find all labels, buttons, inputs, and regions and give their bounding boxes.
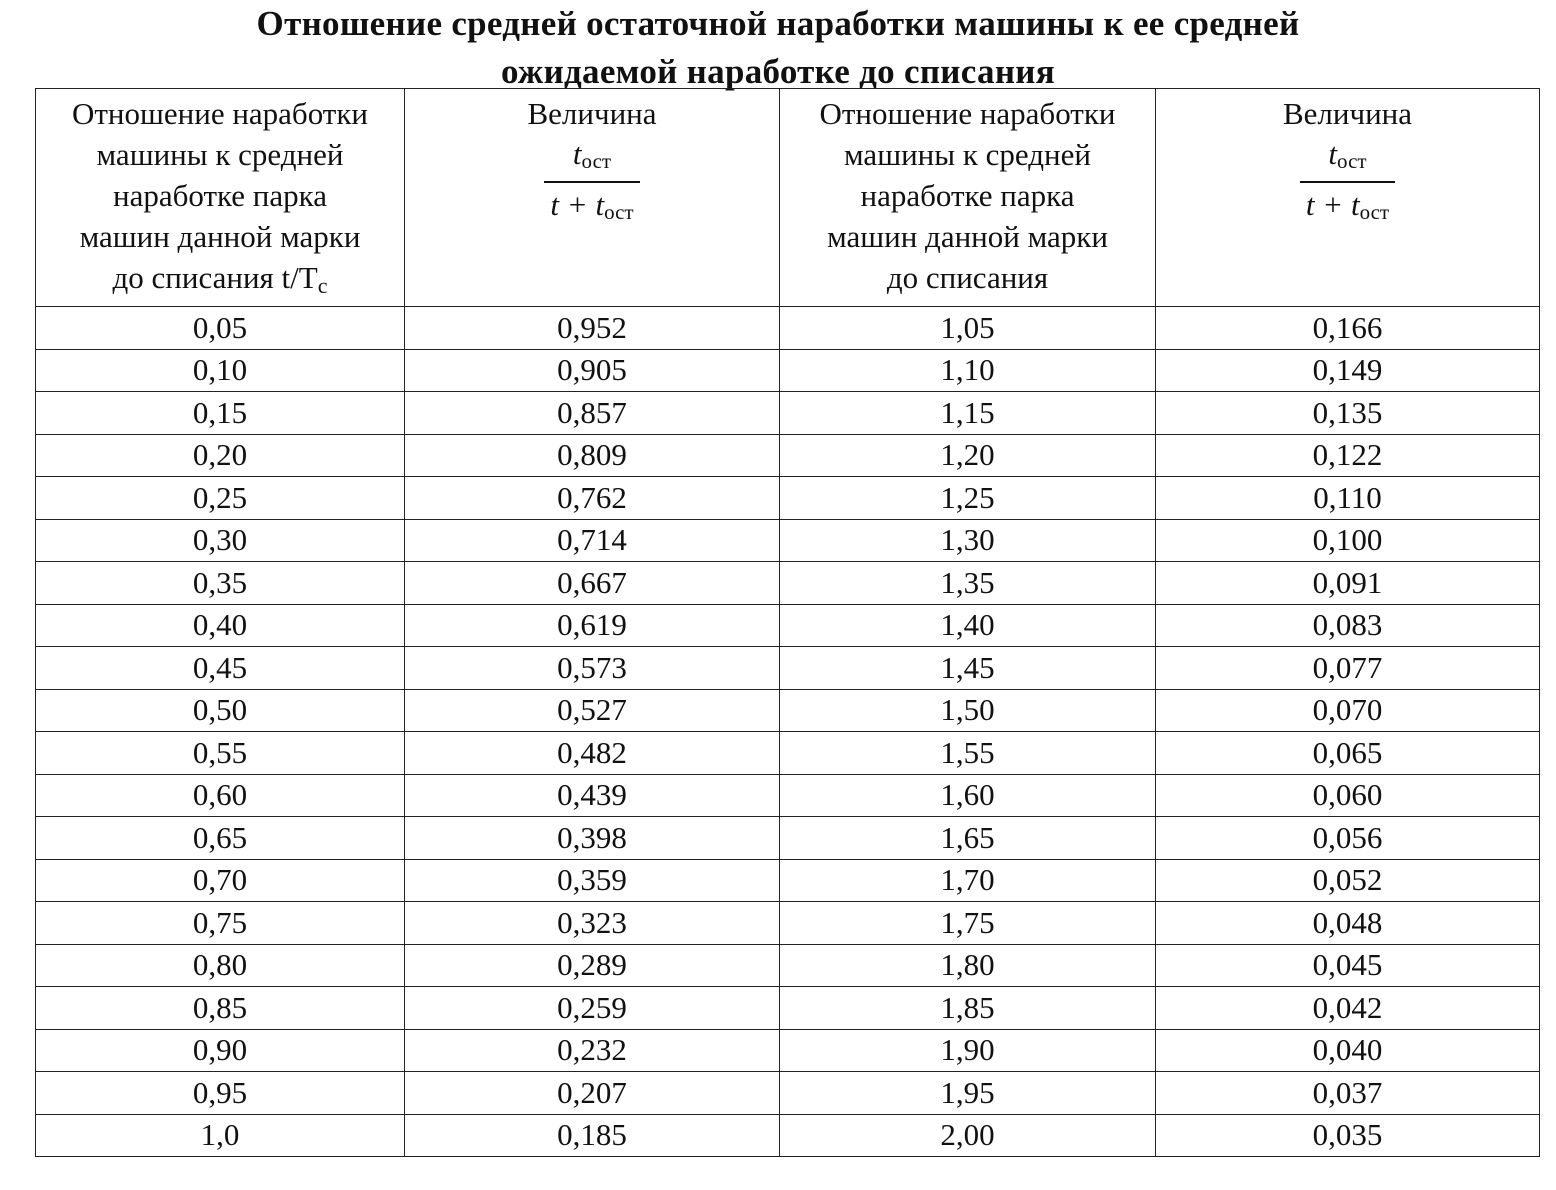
- value-1-cell: 0,259: [405, 987, 780, 1030]
- ratio-2-cell: 1,75: [780, 902, 1156, 945]
- value-2-cell: 0,052: [1156, 859, 1540, 902]
- value-1-cell: 0,857: [405, 392, 780, 435]
- value-1-cell: 0,619: [405, 604, 780, 647]
- ratio-2-cell: 1,65: [780, 817, 1156, 860]
- ratio-1-cell: 0,60: [36, 774, 405, 817]
- table-header-row: [36, 89, 1540, 307]
- value-2-cell: 0,100: [1156, 519, 1540, 562]
- value-2-cell: 0,149: [1156, 349, 1540, 392]
- fraction-numerator: $t_{ост}$: [1300, 134, 1395, 183]
- table-row: [36, 859, 1540, 902]
- ratio-1-cell: 0,20: [36, 434, 405, 477]
- ratio-1-cell: 0,25: [36, 477, 405, 520]
- header-value-1: [405, 89, 780, 307]
- value-2-cell: 0,070: [1156, 689, 1540, 732]
- table-row: [36, 562, 1540, 605]
- table-title-line-1: Отношение средней остаточной наработки машины к ее средней: [256, 4, 1300, 43]
- fraction-numerator: $t_{ост}$: [544, 134, 639, 183]
- ratio-1-cell: 0,15: [36, 392, 405, 435]
- table-row: [36, 434, 1540, 477]
- value-1-cell: 0,185: [405, 1114, 780, 1157]
- value-2-cell: 0,135: [1156, 392, 1540, 435]
- ratio-2-cell: 1,90: [780, 1029, 1156, 1072]
- ratio-1-cell: 0,85: [36, 987, 405, 1030]
- value-2-cell: 0,122: [1156, 434, 1540, 477]
- value-1-cell: 0,905: [405, 349, 780, 392]
- ratio-2-cell: 1,40: [780, 604, 1156, 647]
- value-2-cell: 0,048: [1156, 902, 1540, 945]
- ratio-1-cell: 0,50: [36, 689, 405, 732]
- table-row: [36, 774, 1540, 817]
- ratio-2-cell: 1,15: [780, 392, 1156, 435]
- value-1-cell: 0,207: [405, 1072, 780, 1115]
- table-body: [36, 307, 1540, 1157]
- fraction-denominator: $t + t_{ост}$: [550, 187, 634, 224]
- table-row: [36, 1114, 1540, 1157]
- ratio-1-cell: 0,65: [36, 817, 405, 860]
- value-1-cell: 0,809: [405, 434, 780, 477]
- table-row: [36, 307, 1540, 350]
- table-row: [36, 902, 1540, 945]
- table-title-line-2: ожидаемой наработке до списания: [500, 52, 1056, 91]
- ratio-2-cell: 1,25: [780, 477, 1156, 520]
- ratio-2-cell: 1,55: [780, 732, 1156, 775]
- value-2-cell: 0,110: [1156, 477, 1540, 520]
- ratio-2-cell: 1,95: [780, 1072, 1156, 1115]
- fraction-formula-1: [544, 134, 639, 234]
- ratio-2-cell: 1,60: [780, 774, 1156, 817]
- table-row: [36, 689, 1540, 732]
- value-2-cell: 0,091: [1156, 562, 1540, 605]
- ratio-2-cell: 1,05: [780, 307, 1156, 350]
- header-ratio-1-text: Отношение наработки машины к средней наработке парка машин данной марки до списания t/T: [71, 96, 368, 295]
- value-2-cell: 0,077: [1156, 647, 1540, 690]
- ratio-1-cell: 0,55: [36, 732, 405, 775]
- table-row: [36, 944, 1540, 987]
- ratio-1-cell: 0,40: [36, 604, 405, 647]
- fraction-formula-2: [1300, 134, 1395, 234]
- header-ratio-1: [36, 89, 405, 307]
- header-ratio-2: [780, 89, 1156, 307]
- ratio-1-cell: 0,80: [36, 944, 405, 987]
- value-2-cell: 0,040: [1156, 1029, 1540, 1072]
- table-row: [36, 604, 1540, 647]
- value-1-cell: 0,482: [405, 732, 780, 775]
- value-1-cell: 0,398: [405, 817, 780, 860]
- ratio-2-cell: 1,85: [780, 987, 1156, 1030]
- table-row: [36, 1029, 1540, 1072]
- ratio-2-cell: 1,35: [780, 562, 1156, 605]
- table-row: [36, 477, 1540, 520]
- table-row: [36, 987, 1540, 1030]
- ratio-2-cell: 1,45: [780, 647, 1156, 690]
- ratio-2-cell: 1,10: [780, 349, 1156, 392]
- value-1-cell: 0,667: [405, 562, 780, 605]
- value-1-cell: 0,762: [405, 477, 780, 520]
- value-1-cell: 0,439: [405, 774, 780, 817]
- fraction-denominator: $t + t_{ост}$: [1305, 187, 1390, 224]
- header-value-2-label: Величина: [1282, 96, 1413, 131]
- ratio-1-cell: 0,05: [36, 307, 405, 350]
- value-1-cell: 0,323: [405, 902, 780, 945]
- table-row: [36, 349, 1540, 392]
- ratio-1-cell: 0,95: [36, 1072, 405, 1115]
- ratio-2-cell: 1,50: [780, 689, 1156, 732]
- value-1-cell: 0,952: [405, 307, 780, 350]
- header-value-2: [1156, 89, 1540, 307]
- ratio-1-cell: 0,90: [36, 1029, 405, 1072]
- table-row: [36, 1072, 1540, 1115]
- value-1-cell: 0,359: [405, 859, 780, 902]
- header-ratio-1-subscript: с: [317, 273, 328, 298]
- header-ratio-2-text: Отношение наработки машины к средней наработке парка машин данной марки до списания: [819, 96, 1116, 295]
- value-2-cell: 0,056: [1156, 817, 1540, 860]
- table-row: [36, 519, 1540, 562]
- ratio-2-cell: 1,70: [780, 859, 1156, 902]
- ratio-2-cell: 1,80: [780, 944, 1156, 987]
- value-1-cell: 0,232: [405, 1029, 780, 1072]
- value-2-cell: 0,042: [1156, 987, 1540, 1030]
- value-2-cell: 0,035: [1156, 1114, 1540, 1157]
- value-2-cell: 0,037: [1156, 1072, 1540, 1115]
- value-1-cell: 0,714: [405, 519, 780, 562]
- ratio-1-cell: 0,10: [36, 349, 405, 392]
- ratio-1-cell: 0,45: [36, 647, 405, 690]
- ratio-2-cell: 1,20: [780, 434, 1156, 477]
- table-row: [36, 392, 1540, 435]
- value-1-cell: 0,527: [405, 689, 780, 732]
- table-row: [36, 732, 1540, 775]
- value-1-cell: 0,573: [405, 647, 780, 690]
- ratio-1-cell: 0,35: [36, 562, 405, 605]
- value-2-cell: 0,045: [1156, 944, 1540, 987]
- ratio-1-cell: 1,0: [36, 1114, 405, 1157]
- ratio-1-cell: 0,75: [36, 902, 405, 945]
- table-title: [0, 0, 1556, 96]
- value-2-cell: 0,060: [1156, 774, 1540, 817]
- value-2-cell: 0,166: [1156, 307, 1540, 350]
- table-row: [36, 647, 1540, 690]
- value-2-cell: 0,065: [1156, 732, 1540, 775]
- table-row: [36, 817, 1540, 860]
- value-1-cell: 0,289: [405, 944, 780, 987]
- ratio-2-cell: 2,00: [780, 1114, 1156, 1157]
- ratio-1-cell: 0,70: [36, 859, 405, 902]
- header-value-1-label: Величина: [527, 96, 657, 131]
- value-2-cell: 0,083: [1156, 604, 1540, 647]
- residual-life-table: [35, 88, 1540, 1157]
- ratio-1-cell: 0,30: [36, 519, 405, 562]
- ratio-2-cell: 1,30: [780, 519, 1156, 562]
